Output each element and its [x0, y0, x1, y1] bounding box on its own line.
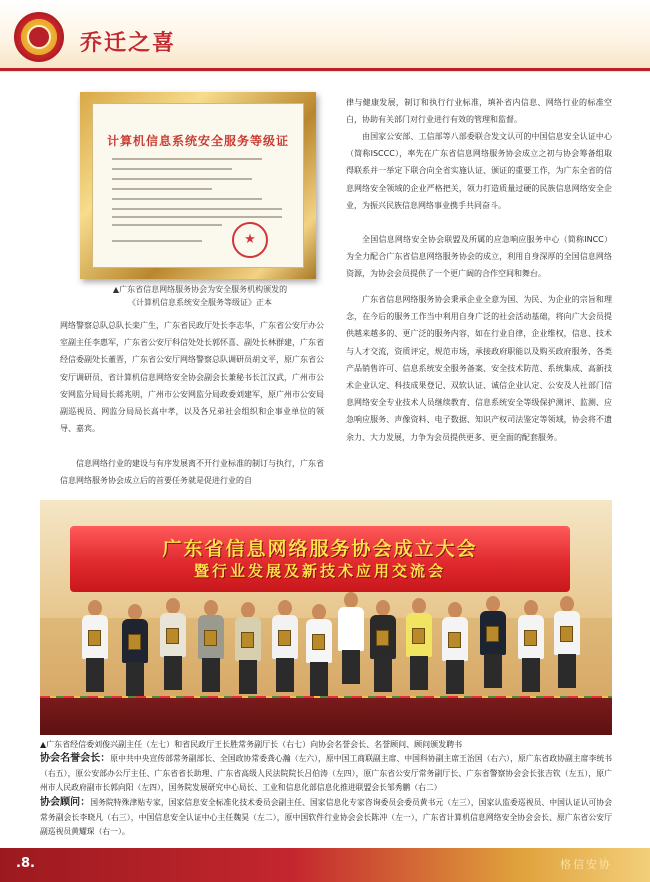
certificate-paper	[92, 103, 304, 268]
honorary-president-label: 协会名誉会长：	[40, 753, 111, 764]
body-paragraph: 网络警察总队总队长栾广生，广东省民政厅处长李志华，广东省公安厅办公室副主任李惠军，广东省公安厅科信处处长郭怀喜、副处长林群建，广东省经信委副处长董晋，广东省公安厅网络警察总队调研员胡文平，原广东省公安厅调研员、省计算机信息网络安全协会副会长兼秘书长江汉武，广州市公安网监分局局长蒋兆明，广州市公安网监分局政委刘建军，原广州市公安局副巡视员、网监分局局长高中孝，以及各兄弟社会组织和企事业单位的领导、嘉宾。	[60, 321, 324, 434]
certificate-text-line	[112, 224, 222, 226]
certificate-text-line	[112, 188, 212, 190]
certificate-text-line	[112, 178, 252, 180]
honorary-president-block	[40, 752, 612, 796]
page-number: .8.	[16, 856, 35, 871]
certificate-text-line	[112, 158, 262, 160]
honorary-advisor-text: 国务院特殊津贴专家，国家信息安全标准化技术委员会副主任、国家信息化专家咨询委员会委员黄书元（左三），国家认监委巡视员、中国认证认可协会常务副会长李晓凡（右三），中国信息安全认证中心主任魏昊（左二），原中国软件行业协会会长陈冲（左一），广东省计算机信息网络安全协会会长、原广东省公安厅副巡视员黄耀琛（右一）。	[40, 798, 613, 836]
certificate-text-line	[112, 240, 202, 242]
body-paragraph: 由国家公安部、工信部等八部委联合发文认可的中国信息安全认证中心（简称ISCCC），率先在广东省信息网络服务协会成立之初与协会筹备组取得联系并一举定下联合向全省实施认证、颁证的重要工作，为广东全省的信息网络安全领域的企业严格把关，领力打造质量过硬的民族信息网络安全企业，为振兴民族信息网络事业携手共同奋斗。	[346, 132, 612, 210]
section-title: 乔迁之喜	[80, 31, 177, 56]
certificate-seal-icon: ★	[232, 222, 268, 258]
footer-watermark: 格信安协	[560, 858, 612, 871]
certificate-title: 计算机信息系统安全服务等级证	[106, 134, 289, 148]
stage-carpet	[40, 698, 612, 735]
body-paragraph: 全国信息网络安全协会联盟及所属的应急响应服务中心（简称INCC）为全力配合广东省信息网络服务协会的成立，利用自身深厚的全国信息网络资源，为协会会员提供了一个更广阔的合作空间和舞台。	[346, 235, 612, 279]
certificate-text-line	[112, 216, 282, 218]
body-paragraph: 信息网络行业的建设与有序发展离不开行业标准的制订与执行，广东省信息网络服务协会成立后的首要任务就是促进行业的自	[60, 459, 324, 486]
body-paragraph: 广东省信息网络服务协会秉承企业全意为国、为民、为企业的宗旨和理念，在今后的服务工作当中利用自身广泛的社会活动基础，将向广大会员提供越来越多的、更广泛的服务内容，如在行业自律，企业维权，信息、技术与人才交流，资质评定，规范市场，承接政府职能以及购买政府服务、各类产品销售许可、信息系统安全服务备案、安全技术防范、系统集成、高新技术企业认定、科技成果登记、双软认证、诚信企业认定、公安及人社部门信息网络安全专业技术人员继续教育、信息系统安全等级保护测评、监测、应急响应服务、声像资料、电子数据、知识产权司法鉴定等领域，协会将不遗余力、大力发展，力争为会员提供更多、更全面的配套服务。	[346, 295, 612, 442]
footer-band	[0, 848, 650, 882]
honorary-advisor-label: 协会顾问：	[40, 797, 91, 808]
photo-caption: ▲广东省经信委刘俊兴副主任（左七）和省民政厅王长胜常务副厅长（右七）向协会名誉会长、名誉顾问、顾问颁发聘书	[40, 740, 463, 749]
honorary-president-text: 原中共中央宣传部常务副部长、全国政协常委龚心瀚（左六），原中国工商联副主席、中国科协副主席王治国（右六），原广东省政协副主席李统书（右五），原公安部办公厅主任、广东省省长助理、广东省高级人民法院院长吕伯涛（左四），原广东省公安厅常务副厅长、广东省警察协会会长张吉钦（左五），原广州市人民政府副市长郭向阳（左四），国务院发展研究中心局长、工业和信息化部信息化推进联盟会长邹秀鹏（右二）	[40, 754, 612, 792]
certificate-caption-line: 《计算机信息系统安全服务等级证》正本	[128, 298, 272, 307]
certificate-text-line	[112, 168, 232, 170]
association-emblem-icon	[14, 12, 64, 62]
certificate-text-line	[112, 208, 282, 210]
certificate-text-line	[112, 198, 262, 200]
certificate-caption	[84, 283, 316, 309]
header-rule	[0, 68, 650, 71]
photo-banner-subtitle: 暨行业发展及新技术应用交流会	[193, 562, 446, 580]
group-photo	[40, 500, 612, 735]
body-paragraph: 律与健康发展，制订和执行行业标准，填补省内信息、网络行业的标准空白，协助有关部门对行业进行有效的管理和监督。	[346, 98, 612, 125]
emblem-center	[27, 25, 51, 49]
photo-banner-title: 广东省信息网络服务协会成立大会	[162, 538, 478, 560]
honorary-advisor-block	[40, 796, 612, 840]
certificate-caption-line: ▲广东省信息网络服务协会为安全服务机构颁发的	[112, 285, 288, 294]
